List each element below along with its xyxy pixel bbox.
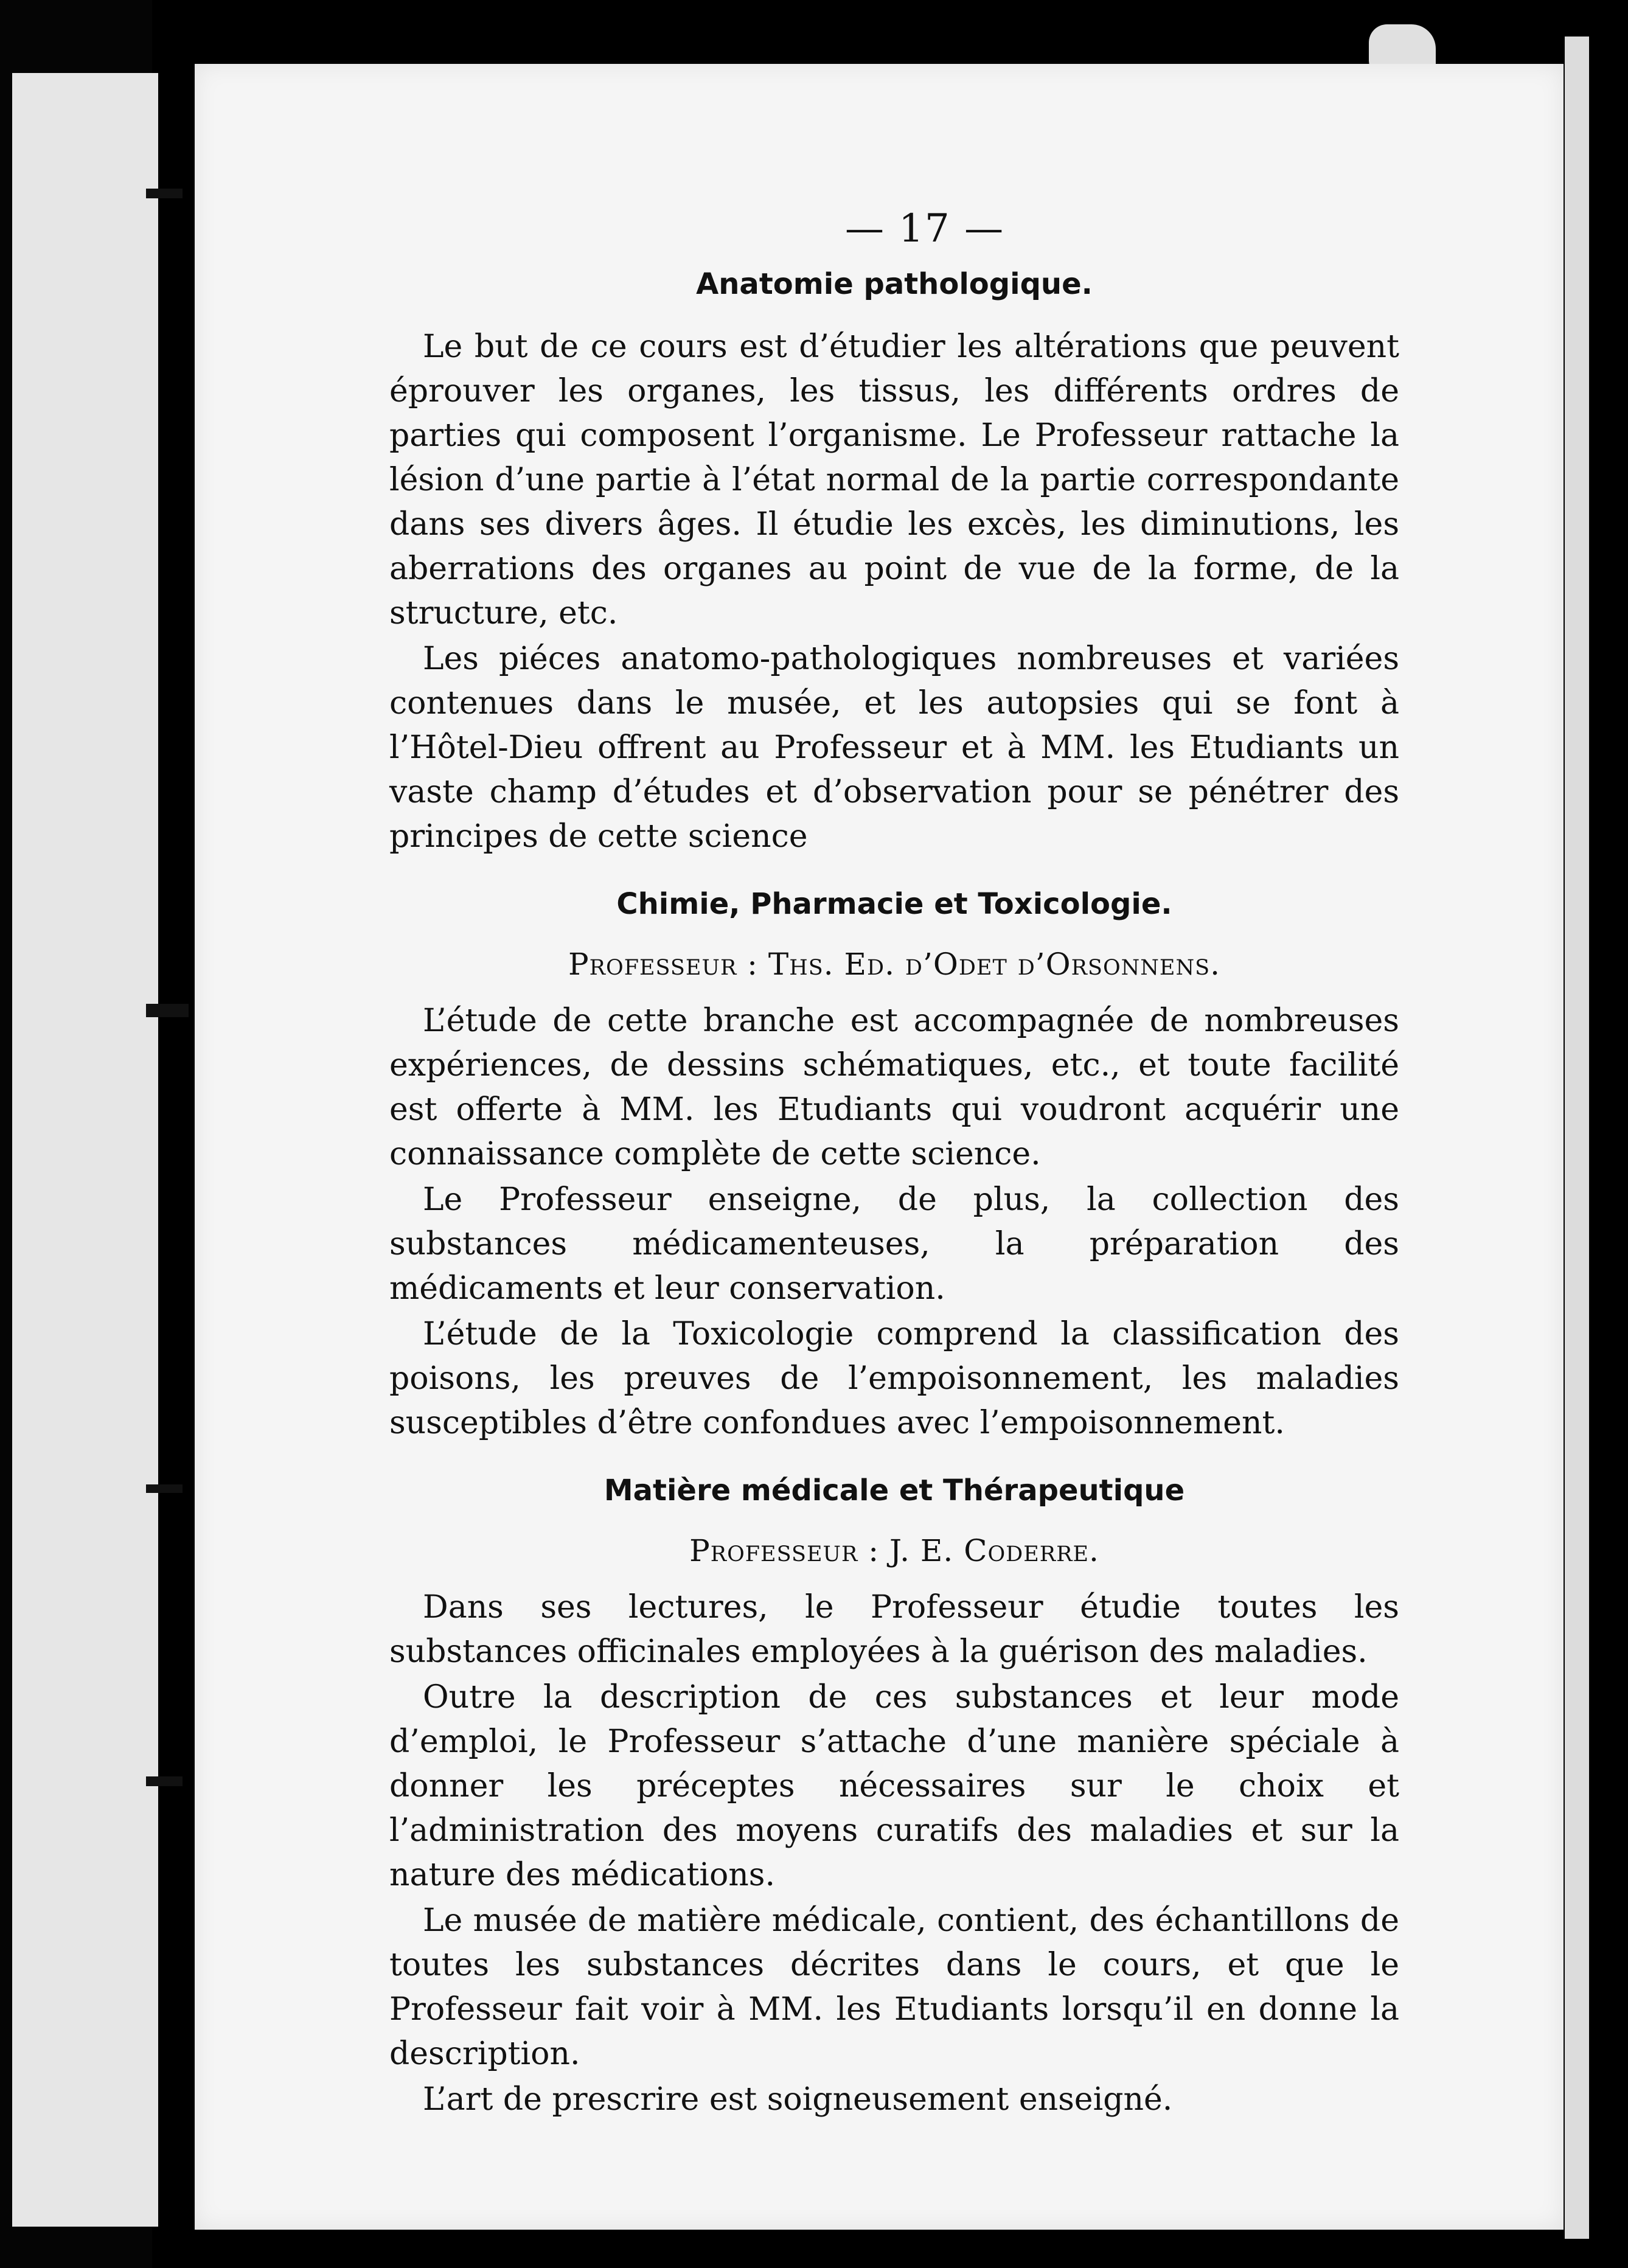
professor-line: Professeur : J. E. Coderre. [689, 1533, 1099, 1568]
paragraph: Dans ses lectures, le Professeur étudie toutes les substances officinales employées à la guérison des maladies. [389, 1589, 1399, 1670]
section-heading: Anatomie pathologique. [696, 267, 1093, 301]
section-chimie [389, 882, 1399, 1445]
paragraph: Le Professeur enseigne, de plus, la collection des substances médicamenteuses, la préparation des médicaments et leur conservation. [389, 1181, 1399, 1307]
section-heading: Matière médicale et Thérapeutique [604, 1473, 1185, 1508]
binding-mark [146, 1484, 183, 1493]
section-matiere-medicale [389, 1469, 1399, 2122]
page-edge [1565, 37, 1589, 2239]
page-number: — 17 — [844, 206, 1005, 251]
page-content [389, 207, 1399, 2122]
paragraph: L’étude de la Toxicologie comprend la classification des poisons, les preuves de l’empoisonnement, les maladies susceptibles d’être confondues avec l’empoisonnement. [389, 1316, 1399, 1441]
section-anatomie [389, 262, 1399, 859]
binding-mark [146, 1004, 189, 1017]
paragraph: Le but de ce cours est d’étudier les altérations que peuvent éprouver les organes, les tissus, les différents ordres de parties qui composent l’organisme. Le Professeur rattache la lésion d’une partie à l’état normal de la partie correspondante dans ses divers âges. Il étudie les excès, les diminutions, les aberrations des organes au point de vue de la forme, de la structure, etc. [389, 329, 1399, 631]
professor-line: Professeur : Ths. Ed. d’Odet d’Orsonnens. [568, 947, 1220, 982]
binding-mark [146, 1776, 183, 1786]
paragraph: L’étude de cette branche est accompagnée de nombreuses expériences, de dessins schématiques, etc., et toute facilité est offerte à MM. les Etudiants qui voudront acquérir une connaissance complète de cette science. [389, 1003, 1399, 1172]
paragraph: Les piéces anatomo-pathologiques nombreuses et variées contenues dans le musée, et les autopsies qui se font à l’Hôtel-Dieu offrent au Professeur et à MM. les Etudiants un vaste champ d’études et d’observation pour se pénétrer des principes de cette science [389, 641, 1399, 855]
paragraph: L’art de prescrire est soigneusement enseigné. [423, 2081, 1173, 2118]
facing-page-edge [12, 73, 158, 2227]
binding-mark [146, 189, 183, 198]
paragraph: Outre la description de ces substances et leur mode d’emploi, le Professeur s’attache d’une manière spéciale à donner les préceptes nécessaires sur le choix et l’administration des moyens curatifs des maladies et sur la nature des médications. [389, 1679, 1399, 1893]
paragraph: Le musée de matière médicale, contient, des échantillons de toutes les substances décrites dans le cours, et que le Professeur fait voir à MM. les Etudiants lorsqu’il en donne la description. [389, 1902, 1399, 2072]
section-heading: Chimie, Pharmacie et Toxicologie. [616, 887, 1172, 921]
